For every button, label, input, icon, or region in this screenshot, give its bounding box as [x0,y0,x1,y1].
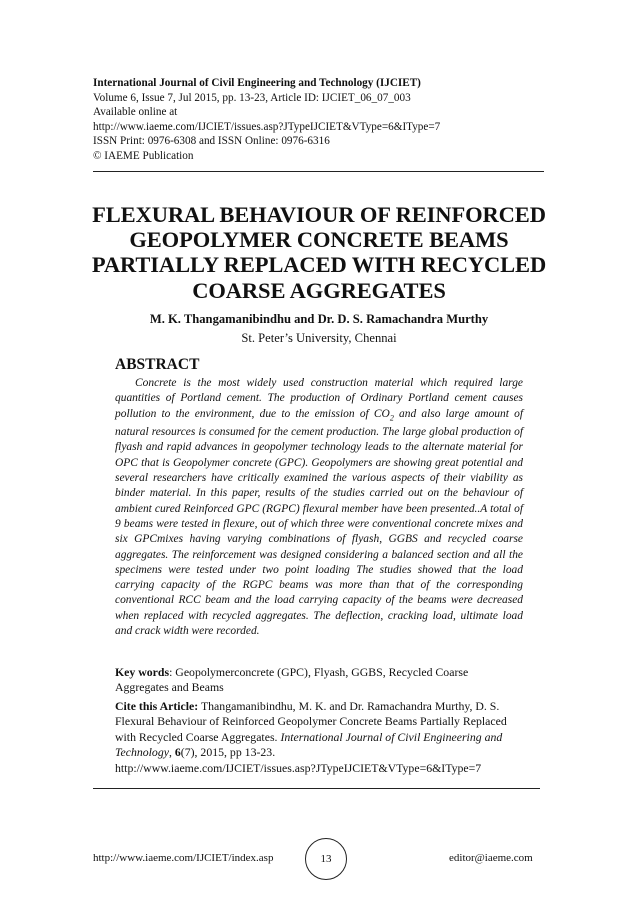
abstract-heading: ABSTRACT [115,356,200,373]
abstract-text-part-2: and also large amount of natural resources is consumed for the cement production. The large global production of flyash and rapid advances in geopolymer technology leads to the alternate material for OPC that is Geopolymer concrete (GPC). Geopolymers are showing great potential and several researchers have critically examined the various aspects of their viability as binder material. In this paper, results of the studies carried out on the behaviour of ambient cured Reinforced GPC (RGPC) flexural member have been presented..A total of 9 beams were tested in flexure, out of which three were conventional concrete mixes and six GPCmixes having varying combinations of flyash, GGBS and recycled coarse aggregates. The reinforcement was designed considering a balanced section and all the specimens were tested under two point loading The studies showed that the load carrying capacity of the RGPC beams was more than that of the corresponding conventional RCC beam and the load carrying capacity of the beams were decreased when replaced with recycled aggregates. The deflection, cracking load, ultimate load and crack width were recorded. [115,407,523,638]
citation-url-link[interactable]: http://www.iaeme.com/IJCIET/issues.asp?JTypeIJCIET&VType=6&IType=7 [115,760,482,775]
journal-title: International Journal of Civil Engineering and Technology (IJCIET) [93,77,421,89]
citation-journal: International Journal of Civil Engineering and Technology [115,729,503,760]
abstract-text [115,376,523,639]
citation-pages: (7), 2015, pp 13-23. [180,745,276,760]
abstract-text-part-1: Concrete is the most widely used construction material which required large quantities of Portland cement. The production of Ordinary Portland cement causes pollution to the environment, due to the emission of CO [115,377,523,420]
issue-url-link[interactable]: http://www.iaeme.com/IJCIET/issues.asp?JTypeIJCIET&VType=6&IType=7 [93,120,441,133]
footer-index-link[interactable]: http://www.iaeme.com/IJCIET/index.asp [93,852,274,864]
volume-line: Volume 6, Issue 7, Jul 2015, pp. 13-23, Article ID: IJCIET_06_07_003 [93,91,411,104]
keywords [115,665,523,696]
footer-divider [93,788,540,789]
publisher-line: © IAEME Publication [93,149,194,162]
citation [115,699,525,776]
citation-authors: Thangamanibindhu, M. K. and Dr. Ramachandra Murthy, D. S. Flexural Behaviour of Reinforced Geopolymer Concrete Beams Partially Replaced with Recycled Coarse Aggregates. [115,699,507,744]
citation-volume: 6 [174,745,181,760]
citation-label: Cite this Article: [115,699,199,713]
page-number [305,838,347,880]
authors: M. K. Thangamanibindhu and Dr. D. S. Ramachandra Murthy [149,312,489,326]
citation-sep: , [168,745,175,760]
header-divider [93,171,544,172]
issn-line: ISSN Print: 0976-6308 and ISSN Online: 0976-6316 [93,135,330,148]
abstract-subscript: 2 [389,412,394,422]
affiliation: St. Peter’s University, Chennai [241,331,397,345]
page-number-text: 13 [320,853,332,865]
keywords-text: : Geopolymerconcrete (GPC), Flyash, GGBS, Recycled Coarse Aggregates and Beams [115,665,469,695]
keywords-label: Key words [115,665,170,679]
available-online-label: Available online at [93,106,178,119]
paper-title: FLEXURAL BEHAVIOUR OF REINFORCED GEOPOLYMER CONCRETE BEAMS PARTIALLY REPLACED WITH RECYCLED COARSE AGGREGATES [91,202,547,303]
footer-email-link[interactable]: editor@iaeme.com [449,852,533,864]
journal-header [93,76,543,164]
